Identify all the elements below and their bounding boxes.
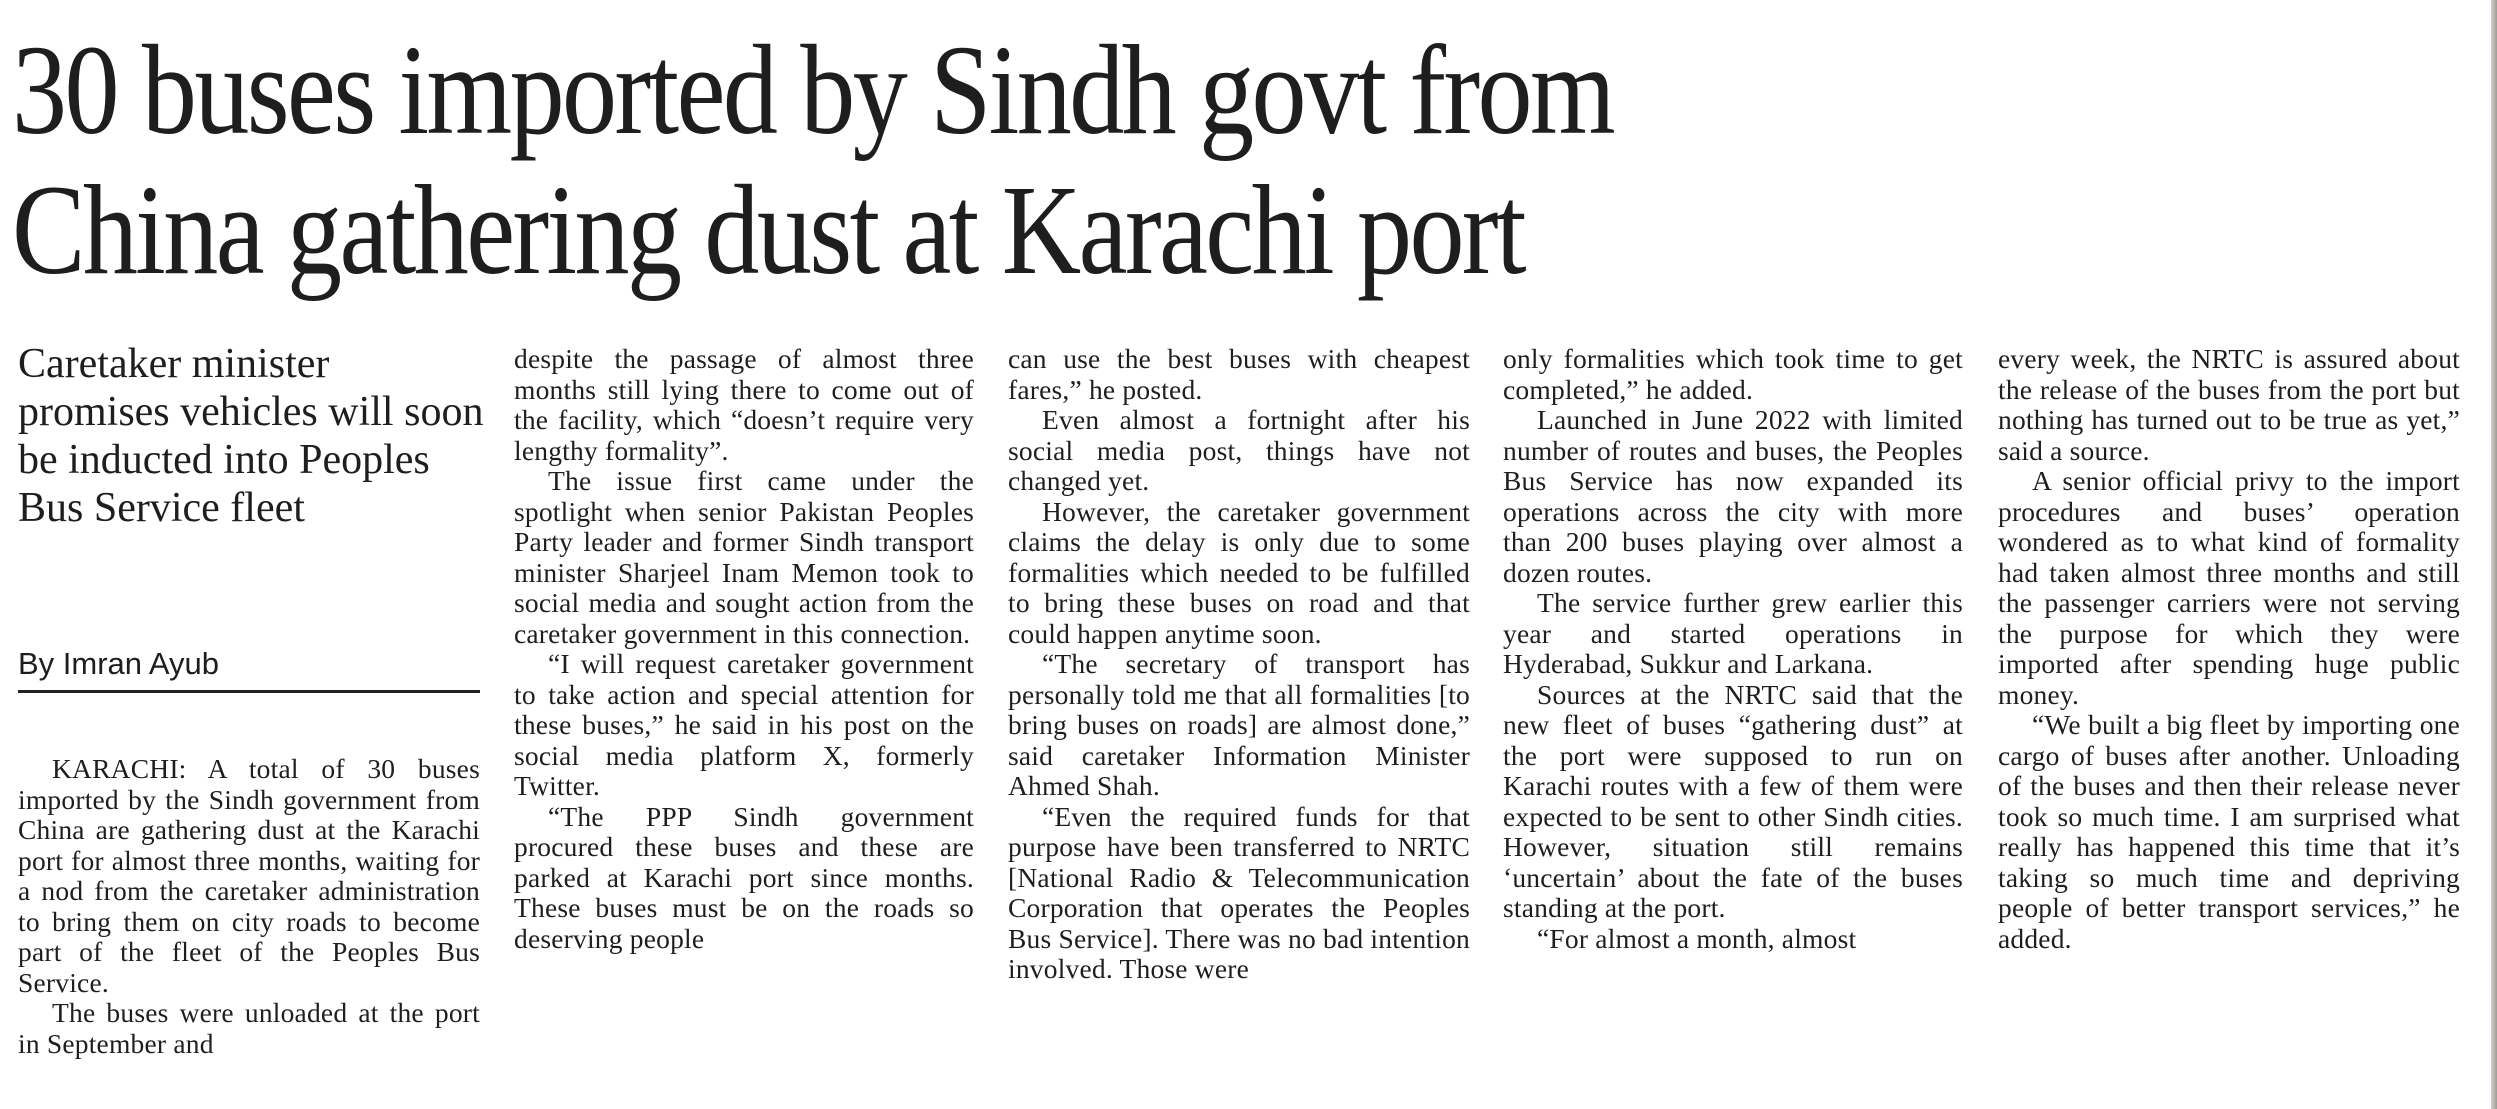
paragraph-continued: only formalities which took time to get completed,” he added. xyxy=(1503,343,1963,405)
article-column-2 xyxy=(514,344,974,954)
paragraph: A senior official privy to the import procedures and buses’ operation wondered as to what kind of formality had taken almost three months and still the passenger carriers were not serving the purpose for which they were imported after spending huge public money. xyxy=(1998,465,2460,710)
headline-line-1: 30 buses imported by Sindh govt from xyxy=(12,19,1614,161)
article-column-5 xyxy=(1998,344,2460,954)
paragraph: The service further grew earlier this year and started operations in Hyderabad, Sukkur and Larkana. xyxy=(1503,587,1963,679)
paragraph: The issue first came under the spotlight when senior Pakistan Peoples Party leader and former Sindh transport minister Sharjeel Inam Memon took to social media and sought action from the caretaker government in this connection. xyxy=(514,465,974,649)
paragraph: Even almost a fortnight after his social media post, things have not changed yet. xyxy=(1008,404,1470,496)
paragraph: “The secretary of transport has personally told me that all formalities [to bring buses on roads] are almost done,” said caretaker Information Minister Ahmed Shah. xyxy=(1008,648,1470,801)
paragraph: “We built a big fleet by importing one cargo of buses after another. Unloading of the buses and then their release never took so much time. I am surprised what really has happened this time that it’s taking so much time and depriving people of better transport services,” he added. xyxy=(1998,709,2460,954)
byline: By Imran Ayub xyxy=(18,646,220,681)
paragraph-continued: every week, the NRTC is assured about the release of the buses from the port but nothing has turned out to be true as yet,” said a source. xyxy=(1998,343,2460,466)
paragraph: KARACHI: A total of 30 buses imported by the Sindh government from China are gathering dust at the Karachi port for almost three months, waiting for a nod from the caretaker administration to bring them on city roads to become part of the fleet of the Peoples Bus Service. xyxy=(18,753,480,998)
paragraph: “Even the required funds for that purpose have been transferred to NRTC [National Radio & Telecommunication Corporation that operates the Peoples Bus Service]. There was no bad intention involved. Those were xyxy=(1008,800,1470,984)
paragraph: Launched in June 2022 with limited number of routes and buses, the Peoples Bus Service has now expanded its operations across the city with more than 200 buses playing over almost a dozen routes. xyxy=(1503,404,1963,588)
paragraph-continued: can use the best buses with cheapest fares,” he posted. xyxy=(1008,343,1470,405)
paragraph: “I will request caretaker government to take action and special attention for these buses,” he said in his post on the social media platform X, formerly Twitter. xyxy=(514,648,974,801)
article-column-1 xyxy=(18,754,480,1059)
paragraph-continued: despite the passage of almost three months still lying there to come out of the facility, which “doesn’t require very lengthy formality”. xyxy=(514,343,974,466)
paragraph: Sources at the NRTC said that the new fleet of buses “gathering dust” at the port were supposed to run on Karachi routes with a few of them were expected to be sent to other Sindh cities. However, situation still remains ‘uncertain’ about the fate of the buses standing at the port. xyxy=(1503,678,1963,923)
paragraph: However, the caretaker government claims the delay is only due to some formalities which needed to be fulfilled to bring these buses on road and that could happen anytime soon. xyxy=(1008,495,1470,649)
subheadline: Caretaker minister promises vehicles will soon be inducted into Peoples Bus Service fleet xyxy=(18,341,484,531)
article-column-4 xyxy=(1503,344,1963,954)
article-column-3 xyxy=(1008,344,1470,985)
paragraph: The buses were unloaded at the port in September and xyxy=(18,997,480,1059)
paragraph: “The PPP Sindh government procured these buses and these are parked at Karachi port since months. These buses must be on the roads so deserving people xyxy=(514,800,974,954)
byline-divider xyxy=(18,690,480,693)
headline xyxy=(12,20,1613,300)
paragraph: “For almost a month, almost xyxy=(1537,922,1857,954)
headline-line-2: China gathering dust at Karachi port xyxy=(12,159,1524,301)
page-edge-border xyxy=(2491,0,2497,1109)
